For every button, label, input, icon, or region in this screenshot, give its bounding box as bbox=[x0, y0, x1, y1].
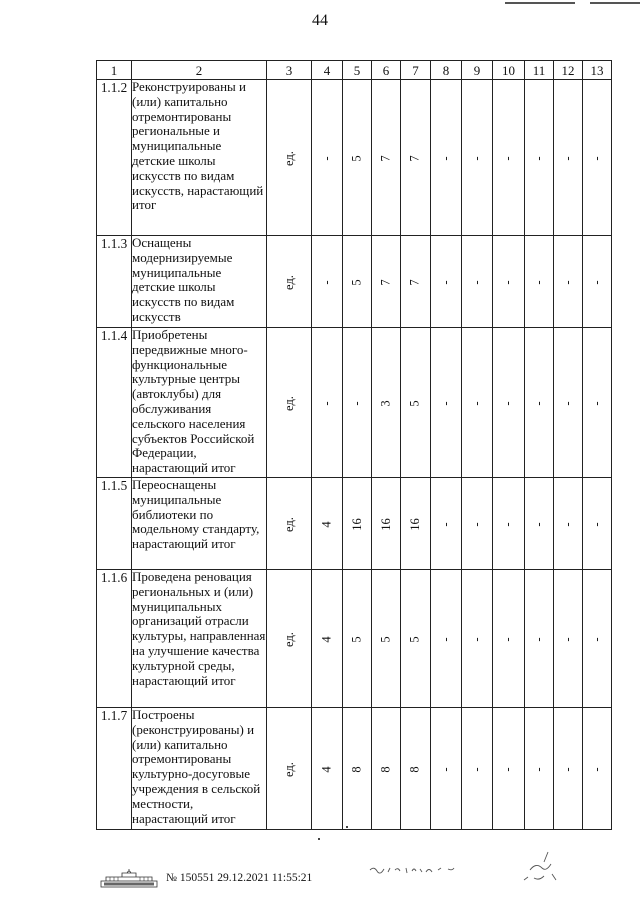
value-text: - bbox=[319, 155, 334, 161]
value-cell bbox=[372, 236, 401, 328]
value-text: 8 bbox=[408, 765, 422, 773]
value-text: 16 bbox=[349, 517, 364, 531]
value-cell bbox=[431, 80, 462, 236]
value-cell bbox=[554, 328, 583, 478]
row-description: Переоснащены муниципальные библиотеки по модельному стандарту, нарастающий итог bbox=[132, 478, 267, 570]
value-text: 5 bbox=[378, 635, 393, 643]
header-cell: 12 bbox=[554, 61, 583, 80]
header-cell: 10 bbox=[493, 61, 525, 80]
value-cell bbox=[372, 570, 401, 708]
value-cell bbox=[583, 328, 612, 478]
value-text: - bbox=[469, 636, 484, 642]
value-text: - bbox=[349, 400, 364, 406]
value-cell bbox=[431, 328, 462, 478]
value-text: - bbox=[589, 636, 604, 642]
header-row bbox=[97, 61, 612, 80]
registry-emblem-icon bbox=[100, 868, 158, 888]
value-cell bbox=[462, 328, 493, 478]
row-description: Реконструированы и (или) капитально отремонтированы региональные и муниципальные детские школы искусств по видам искусств, нарастающий итог bbox=[132, 80, 267, 236]
value-cell bbox=[343, 328, 372, 478]
value-cell bbox=[343, 236, 372, 328]
unit-text: ед. bbox=[281, 516, 296, 532]
value-text: - bbox=[500, 766, 515, 772]
signature-icon bbox=[512, 848, 572, 888]
value-cell bbox=[401, 328, 431, 478]
value-text: - bbox=[560, 521, 575, 527]
value-text: - bbox=[560, 279, 575, 285]
value-cell bbox=[401, 80, 431, 236]
row-description: Проведена реновация региональных и (или) муниципальных организаций отрасли культуры, направленная на улучшение качества культурной среды, нарастающий итог bbox=[132, 570, 267, 708]
table-row bbox=[97, 570, 612, 708]
value-text: 8 bbox=[349, 765, 364, 773]
value-text: - bbox=[500, 521, 515, 527]
value-text: 5 bbox=[408, 399, 422, 407]
value-text: - bbox=[560, 766, 575, 772]
table-row bbox=[97, 328, 612, 478]
value-cell bbox=[343, 478, 372, 570]
value-cell bbox=[431, 570, 462, 708]
value-text: 4 bbox=[319, 520, 334, 528]
value-text: - bbox=[438, 155, 453, 161]
value-cell bbox=[462, 478, 493, 570]
value-cell bbox=[312, 478, 343, 570]
header-cell: 4 bbox=[312, 61, 343, 80]
value-cell bbox=[372, 328, 401, 478]
scan-edge-mark bbox=[590, 2, 640, 4]
registration-stamp: № 150551 29.12.2021 11:55:21 bbox=[166, 872, 313, 884]
header-cell: 13 bbox=[583, 61, 612, 80]
scan-speck bbox=[346, 826, 348, 828]
value-text: - bbox=[589, 279, 604, 285]
value-text: - bbox=[438, 400, 453, 406]
value-text: 5 bbox=[349, 278, 364, 286]
value-cell bbox=[554, 80, 583, 236]
value-text: - bbox=[589, 155, 604, 161]
header-cell: 1 bbox=[97, 61, 132, 80]
value-text: - bbox=[560, 400, 575, 406]
value-text: - bbox=[531, 155, 546, 161]
value-cell bbox=[525, 478, 554, 570]
value-text: - bbox=[500, 155, 515, 161]
value-cell bbox=[493, 236, 525, 328]
value-cell bbox=[372, 80, 401, 236]
value-text: - bbox=[531, 521, 546, 527]
value-cell bbox=[525, 236, 554, 328]
row-number: 1.1.4 bbox=[97, 328, 132, 478]
value-text: - bbox=[469, 766, 484, 772]
value-text: - bbox=[469, 400, 484, 406]
value-text: - bbox=[438, 636, 453, 642]
value-cell bbox=[372, 708, 401, 830]
row-number: 1.1.2 bbox=[97, 80, 132, 236]
value-cell bbox=[401, 236, 431, 328]
value-text: 7 bbox=[408, 278, 422, 286]
value-cell bbox=[554, 236, 583, 328]
value-cell bbox=[554, 478, 583, 570]
value-text: - bbox=[319, 279, 334, 285]
header-cell: 7 bbox=[401, 61, 431, 80]
value-cell bbox=[312, 236, 343, 328]
value-text: - bbox=[438, 766, 453, 772]
value-cell bbox=[343, 80, 372, 236]
value-text: - bbox=[589, 400, 604, 406]
value-text: - bbox=[531, 279, 546, 285]
row-unit bbox=[267, 328, 312, 478]
header-cell: 9 bbox=[462, 61, 493, 80]
header-cell: 2 bbox=[132, 61, 267, 80]
value-cell bbox=[525, 80, 554, 236]
value-cell bbox=[312, 570, 343, 708]
value-cell bbox=[554, 570, 583, 708]
value-text: 8 bbox=[378, 765, 393, 773]
value-cell bbox=[431, 478, 462, 570]
value-text: - bbox=[589, 766, 604, 772]
header-cell: 5 bbox=[343, 61, 372, 80]
value-cell bbox=[583, 708, 612, 830]
table-row bbox=[97, 236, 612, 328]
value-text: - bbox=[469, 155, 484, 161]
value-text: 5 bbox=[349, 154, 364, 162]
row-unit bbox=[267, 236, 312, 328]
value-cell bbox=[583, 236, 612, 328]
value-text: 7 bbox=[408, 154, 422, 162]
value-text: - bbox=[469, 521, 484, 527]
value-cell bbox=[312, 708, 343, 830]
unit-text: ед. bbox=[281, 395, 296, 411]
unit-text: ед. bbox=[281, 274, 296, 290]
value-text: 3 bbox=[378, 399, 393, 407]
value-cell bbox=[525, 570, 554, 708]
value-text: - bbox=[560, 636, 575, 642]
value-cell bbox=[525, 328, 554, 478]
value-text: 5 bbox=[408, 635, 422, 643]
value-cell bbox=[493, 80, 525, 236]
value-cell bbox=[554, 708, 583, 830]
unit-text: ед. bbox=[281, 631, 296, 647]
value-text: - bbox=[531, 400, 546, 406]
value-cell bbox=[493, 708, 525, 830]
value-text: 5 bbox=[349, 635, 364, 643]
value-cell bbox=[493, 570, 525, 708]
value-cell bbox=[462, 236, 493, 328]
value-text: - bbox=[438, 521, 453, 527]
header-cell: 6 bbox=[372, 61, 401, 80]
row-unit bbox=[267, 708, 312, 830]
value-text: 7 bbox=[378, 154, 393, 162]
row-description: Приобретены передвижные много-функциональные культурные центры (автоклубы) для обслуживания сельского населения субъектов Российской Федерации, нарастающий итог bbox=[132, 328, 267, 478]
value-cell bbox=[312, 80, 343, 236]
row-unit bbox=[267, 570, 312, 708]
value-cell bbox=[312, 328, 343, 478]
value-cell bbox=[462, 708, 493, 830]
row-description: Оснащены модернизируемые муниципальные детские школы искусств по видам искусств bbox=[132, 236, 267, 328]
unit-text: ед. bbox=[281, 761, 296, 777]
value-cell bbox=[343, 570, 372, 708]
table-row bbox=[97, 80, 612, 236]
value-text: 16 bbox=[378, 517, 393, 531]
value-cell bbox=[401, 478, 431, 570]
value-text: 7 bbox=[378, 278, 393, 286]
scan-edge-mark bbox=[505, 2, 575, 4]
row-unit bbox=[267, 478, 312, 570]
value-text: 4 bbox=[319, 635, 334, 643]
value-text: - bbox=[531, 766, 546, 772]
page-number: 44 bbox=[312, 12, 328, 29]
value-text: - bbox=[589, 521, 604, 527]
value-cell bbox=[372, 478, 401, 570]
value-text: - bbox=[531, 636, 546, 642]
row-number: 1.1.6 bbox=[97, 570, 132, 708]
row-number: 1.1.3 bbox=[97, 236, 132, 328]
table-row bbox=[97, 478, 612, 570]
value-text: - bbox=[319, 400, 334, 406]
row-unit bbox=[267, 80, 312, 236]
value-text: - bbox=[500, 636, 515, 642]
value-text: - bbox=[500, 279, 515, 285]
value-cell bbox=[525, 708, 554, 830]
value-text: - bbox=[438, 279, 453, 285]
data-table bbox=[96, 60, 612, 830]
value-cell bbox=[431, 236, 462, 328]
header-cell: 3 bbox=[267, 61, 312, 80]
value-cell bbox=[343, 708, 372, 830]
value-text: - bbox=[469, 279, 484, 285]
handwritten-mark-icon bbox=[368, 860, 468, 880]
scan-speck bbox=[318, 838, 320, 840]
value-cell bbox=[493, 478, 525, 570]
value-text: 16 bbox=[408, 517, 422, 531]
value-cell bbox=[431, 708, 462, 830]
row-number: 1.1.7 bbox=[97, 708, 132, 830]
value-text: - bbox=[500, 400, 515, 406]
unit-text: ед. bbox=[281, 150, 296, 166]
value-cell bbox=[462, 570, 493, 708]
header-cell: 11 bbox=[525, 61, 554, 80]
table-row bbox=[97, 708, 612, 830]
value-cell bbox=[583, 570, 612, 708]
header-cell: 8 bbox=[431, 61, 462, 80]
row-description: Построены (реконструированы) и (или) капитально отремонтированы культурно-досуговые учреждения в сельской местности, нарастающий итог bbox=[132, 708, 267, 830]
value-cell bbox=[583, 80, 612, 236]
value-cell bbox=[401, 570, 431, 708]
value-cell bbox=[493, 328, 525, 478]
value-cell bbox=[401, 708, 431, 830]
row-number: 1.1.5 bbox=[97, 478, 132, 570]
value-cell bbox=[462, 80, 493, 236]
value-cell bbox=[583, 478, 612, 570]
value-text: - bbox=[560, 155, 575, 161]
value-text: 4 bbox=[319, 765, 334, 773]
